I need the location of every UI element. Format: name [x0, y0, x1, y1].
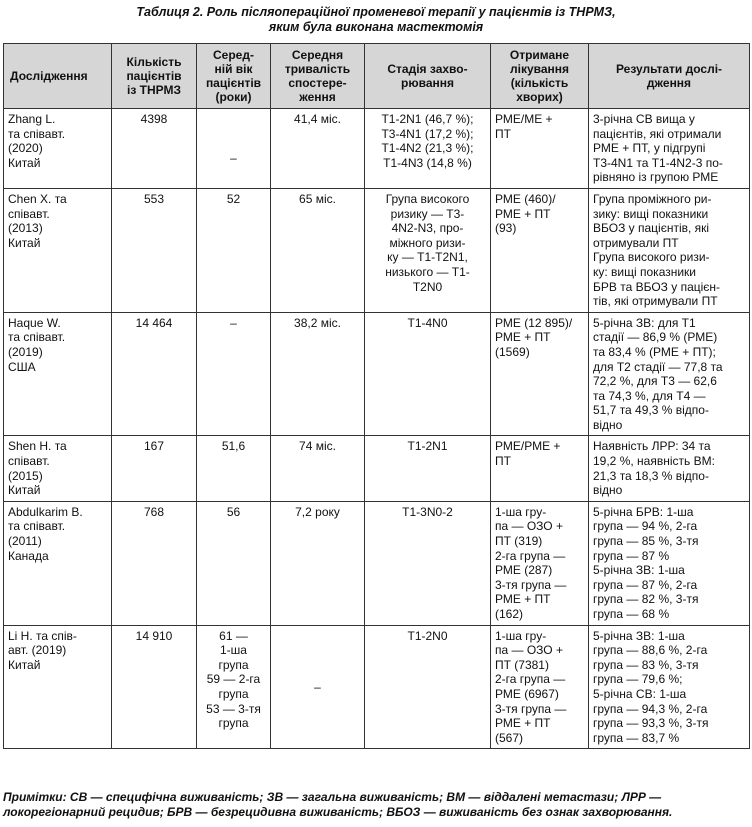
- cell-line: БРВ та ВБОЗ у пацієн-: [593, 279, 721, 294]
- cell-line: 5-річна ЗВ: 1-ша: [593, 628, 685, 643]
- results-cell: [589, 312, 750, 436]
- header-line: ження: [299, 90, 336, 104]
- cell-line: 7,2 року: [295, 504, 340, 519]
- cell-line: стадії — 86,9 % (РМЕ): [593, 330, 718, 345]
- cell-line: 74 міс.: [299, 439, 336, 454]
- cell-line: 56: [226, 504, 241, 519]
- caption-line: яким була виконана мастектомія: [268, 20, 484, 34]
- followup-cell: [271, 625, 365, 749]
- cell-line: Китай: [8, 235, 41, 250]
- cell-line: співавт.: [8, 454, 50, 469]
- results-cell: [589, 188, 750, 312]
- cell-line: група — 82 %, 3-тя: [593, 592, 699, 607]
- header-line: дження: [646, 76, 692, 90]
- cell-line: 61 —: [219, 628, 248, 643]
- header-line: Серед-: [213, 48, 254, 62]
- cell-line: T1-4N2 (21,3 %);: [381, 141, 474, 156]
- cell-line: Chen X. та: [8, 191, 67, 206]
- treatment-cell: [491, 436, 589, 501]
- cell-line: 3-річна СВ вища у: [593, 112, 695, 126]
- cell-line: –: [314, 679, 321, 694]
- header-line: пацієнтів: [205, 76, 262, 90]
- cell-line: 19,2 %, наявність ВМ:: [593, 454, 715, 469]
- cell-line: (162): [495, 607, 524, 621]
- cell-line: ВБОЗ у пацієнтів, які: [593, 221, 710, 236]
- stage-cell: [365, 436, 491, 501]
- table-body: [4, 109, 750, 749]
- cell-line: 3-тя група —: [495, 701, 567, 716]
- cell-line: 2-га група —: [495, 672, 566, 687]
- cell-line: отримували ПТ: [593, 235, 679, 250]
- header-line: Дослідження: [10, 69, 88, 83]
- header-line: Кількість: [126, 55, 182, 69]
- treatment-cell: [491, 501, 589, 625]
- header-line: (роки): [215, 90, 252, 104]
- notes-line: локорегіонарний рецидив; БРВ — безрецидивна виживаність; ВБОЗ — виживаність без ознак захворювання.: [3, 804, 673, 819]
- study-cell: [4, 436, 112, 501]
- cell-line: РМЕ (460)/: [495, 191, 556, 206]
- cell-line: 51,6: [221, 439, 246, 454]
- results-cell: [589, 501, 750, 625]
- cell-line: 553: [143, 191, 165, 206]
- stage-cell: [365, 501, 491, 625]
- mean-age-cell: [197, 188, 271, 312]
- cell-line: T3-4N1 та T1-4N2-3 по-: [593, 155, 723, 170]
- cell-line: ку — T1-T2N1,: [387, 250, 468, 265]
- patient-count-cell: [112, 501, 197, 625]
- study-cell: [4, 501, 112, 625]
- header-mean-age: [197, 44, 271, 109]
- followup-cell: [271, 501, 365, 625]
- table-row: [4, 625, 750, 749]
- mean-age-cell: [197, 109, 271, 189]
- study-cell: [4, 312, 112, 436]
- study-cell: [4, 109, 112, 189]
- cell-line: для Т2 стадії — 77,8 та: [593, 359, 723, 374]
- cell-line: 4N2-N3, про-: [391, 221, 464, 236]
- cell-line: 2-га група —: [495, 548, 566, 563]
- cell-line: група — 93,3 %, 3-тя: [593, 716, 709, 731]
- stage-cell: [365, 109, 491, 189]
- cell-line: авт. (2019): [8, 643, 67, 658]
- cell-line: 1-ша гру-: [495, 504, 547, 519]
- header-followup: [271, 44, 365, 109]
- cell-line: T1-2N1 (46,7 %);: [381, 112, 474, 126]
- stage-cell: [365, 188, 491, 312]
- cell-line: Група високого: [385, 191, 470, 206]
- cell-line: відно: [593, 417, 623, 432]
- cell-line: група — 94,3 %, 2-га: [593, 701, 708, 716]
- study-cell: [4, 625, 112, 749]
- table-row: [4, 312, 750, 436]
- mean-age-cell: [197, 501, 271, 625]
- cell-line: 41,4 міс.: [294, 112, 341, 126]
- cell-line: та 83,4 % (РМЕ + ПТ);: [593, 344, 716, 359]
- cell-line: T1-2N1: [407, 439, 448, 454]
- cell-line: (2011): [8, 534, 42, 549]
- cell-line: Китай: [8, 155, 41, 170]
- followup-cell: [271, 109, 365, 189]
- stage-cell: [365, 312, 491, 436]
- patient-count-cell: [112, 436, 197, 501]
- cell-line: 1-ша гру-: [495, 628, 547, 643]
- cell-line: (567): [495, 730, 524, 745]
- cell-line: РМЕ + ПТ: [495, 206, 551, 221]
- cell-line: Li H. та спів-: [8, 628, 77, 643]
- patient-count-cell: [112, 109, 197, 189]
- cell-line: та співавт.: [8, 330, 66, 345]
- cell-line: –: [230, 315, 237, 330]
- results-table: [3, 43, 750, 749]
- cell-line: 59 — 2-га: [206, 672, 261, 687]
- header-line: хворих): [516, 90, 563, 104]
- cell-line: Haque W.: [8, 315, 61, 330]
- cell-line: ПТ: [495, 454, 511, 469]
- cell-line: 5-річна ЗВ: для Т1: [593, 315, 696, 330]
- cell-line: Zhang L.: [8, 112, 56, 126]
- cell-line: T1-4N0: [407, 315, 448, 330]
- cell-line: 21,3 та 18,3 % відпо-: [593, 468, 709, 483]
- cell-line: співавт.: [8, 206, 50, 221]
- header-stage: [365, 44, 491, 109]
- cell-line: рівняно із групою РМЕ: [593, 170, 719, 185]
- cell-line: відно: [593, 483, 623, 498]
- header-line: (кількість: [510, 76, 569, 90]
- cell-line: РМЕ + ПТ, у підгрупі: [593, 141, 706, 156]
- cell-line: T1-2N0: [407, 628, 448, 643]
- cell-line: тів, які отримували ПТ: [593, 294, 718, 309]
- cell-line: 5-річна БРВ: 1-ша: [593, 504, 694, 519]
- cell-line: група — 68 %: [593, 607, 670, 621]
- cell-line: T1-3N0-2: [402, 504, 453, 519]
- cell-line: РМЕ + ПТ: [495, 592, 551, 607]
- cell-line: РМЕ/МЕ +: [495, 112, 553, 126]
- cell-line: група — 94 %, 2-га: [593, 519, 698, 534]
- header-study: [4, 44, 112, 109]
- cell-line: Китай: [8, 483, 41, 498]
- cell-line: група: [218, 686, 249, 701]
- cell-line: РМЕ + ПТ: [495, 716, 551, 731]
- cell-line: (2019): [8, 344, 43, 359]
- cell-line: 4398: [140, 112, 168, 126]
- cell-line: Shen H. та: [8, 439, 67, 454]
- cell-line: 167: [143, 439, 165, 454]
- treatment-cell: [491, 188, 589, 312]
- cell-line: 768: [143, 504, 165, 519]
- cell-line: ПТ: [495, 126, 511, 141]
- cell-line: РМЕ (12 895)/: [495, 315, 573, 330]
- cell-line: (2020): [8, 141, 43, 156]
- cell-line: зику: вищі показники: [593, 206, 709, 221]
- cell-line: 5-річна СВ: 1-ша: [593, 686, 687, 701]
- cell-line: ПТ (319): [495, 534, 543, 549]
- header-line: Стадія захво-: [387, 62, 468, 76]
- cell-line: 1-ша: [220, 643, 247, 658]
- results-cell: [589, 625, 750, 749]
- cell-line: РМЕ + ПТ: [495, 330, 551, 345]
- cell-line: Канада: [8, 548, 49, 563]
- cell-line: Наявність ЛРР: 34 та: [593, 439, 711, 454]
- table-row: [4, 436, 750, 501]
- cell-line: –: [230, 150, 237, 165]
- header-line: рювання: [401, 76, 454, 90]
- cell-line: та співавт.: [8, 126, 66, 141]
- cell-line: 51,7 та 49,3 % відпо-: [593, 403, 709, 418]
- cell-line: (93): [495, 221, 517, 236]
- table-row: [4, 188, 750, 312]
- cell-line: 3-тя група —: [495, 577, 567, 592]
- cell-line: 14 910: [135, 628, 173, 643]
- cell-line: T1-4N3 (14,8 %): [383, 155, 472, 170]
- cell-line: та 74,3 %, для Т4 —: [593, 388, 706, 403]
- cell-line: США: [8, 359, 36, 374]
- cell-line: група — 83 %, 3-тя: [593, 657, 699, 672]
- notes-line: Примітки: СВ — специфічна виживаність; ЗВ — загальна виживаність; ВМ — віддалені метастази; ЛРР —: [3, 790, 662, 804]
- followup-cell: [271, 312, 365, 436]
- cell-line: група — 79,6 %;: [593, 672, 683, 687]
- cell-line: па — ОЗО +: [495, 643, 563, 658]
- followup-cell: [271, 436, 365, 501]
- patient-count-cell: [112, 188, 197, 312]
- table-caption: [0, 5, 752, 35]
- mean-age-cell: [197, 436, 271, 501]
- followup-cell: [271, 188, 365, 312]
- treatment-cell: [491, 312, 589, 436]
- patient-count-cell: [112, 312, 197, 436]
- header-line: спостере-: [288, 76, 347, 90]
- table-row: [4, 109, 750, 189]
- caption-line: Таблиця 2. Роль післяопераційної променевої терапії у пацієнтів із ТНРМЗ,: [136, 5, 616, 19]
- cell-line: низького — T1-: [385, 264, 470, 279]
- cell-line: T3-4N1 (17,2 %);: [381, 126, 474, 141]
- header-line: Отримане: [509, 48, 570, 62]
- cell-line: РМЕ (287): [495, 563, 553, 578]
- cell-line: ризику — T3-: [390, 206, 465, 221]
- header-patient-count: [112, 44, 197, 109]
- cell-line: 14 464: [135, 315, 173, 330]
- cell-line: група — 88,6 %, 2-га: [593, 643, 708, 658]
- header-line: тривалість: [284, 62, 351, 76]
- treatment-cell: [491, 625, 589, 749]
- header-results: [589, 44, 750, 109]
- cell-line: група — 87 %, 2-га: [593, 577, 698, 592]
- cell-line: па — ОЗО +: [495, 519, 563, 534]
- cell-line: 53 — 3-тя: [206, 701, 261, 716]
- cell-line: РМЕ (6967): [495, 686, 559, 701]
- mean-age-cell: [197, 312, 271, 436]
- cell-line: 65 міс.: [299, 191, 336, 206]
- treatment-cell: [491, 109, 589, 189]
- cell-line: ПТ (7381): [495, 657, 549, 672]
- cell-line: група — 85 %, 3-тя: [593, 534, 699, 549]
- cell-line: група: [218, 657, 249, 672]
- cell-line: 38,2 міс.: [294, 315, 341, 330]
- header-line: Результати дослі-: [615, 62, 723, 76]
- cell-line: ку: вищі показники: [593, 264, 697, 279]
- header-row: [4, 44, 750, 109]
- cell-line: Китай: [8, 657, 41, 672]
- cell-line: Abdulkarim B.: [8, 504, 83, 519]
- header-treatment: [491, 44, 589, 109]
- cell-line: Група проміжного ри-: [593, 191, 712, 206]
- header-line: із ТНРМЗ: [127, 83, 181, 97]
- cell-line: 5-річна ЗВ: 1-ша: [593, 563, 685, 578]
- cell-line: (2013): [8, 221, 43, 236]
- cell-line: 52: [226, 191, 241, 206]
- table-row: [4, 501, 750, 625]
- cell-line: група — 87 %: [593, 548, 670, 563]
- header-line: Середня: [291, 48, 344, 62]
- table-notes: [3, 790, 749, 819]
- header-line: пацієнтів: [126, 69, 182, 83]
- cell-line: пацієнтів, які отримали: [593, 126, 722, 141]
- results-cell: [589, 436, 750, 501]
- mean-age-cell: [197, 625, 271, 749]
- cell-line: та співавт.: [8, 519, 66, 534]
- stage-cell: [365, 625, 491, 749]
- cell-line: РМЕ/РМЕ +: [495, 439, 561, 454]
- cell-line: (1569): [495, 344, 530, 359]
- cell-line: T2N0: [412, 279, 443, 294]
- cell-line: група — 83,7 %: [593, 730, 680, 745]
- results-cell: [589, 109, 750, 189]
- cell-line: група: [218, 716, 249, 731]
- patient-count-cell: [112, 625, 197, 749]
- cell-line: (2015): [8, 468, 43, 483]
- header-line: ній вік: [214, 62, 253, 76]
- study-cell: [4, 188, 112, 312]
- cell-line: Група високого ризи-: [593, 250, 710, 265]
- cell-line: 72,2 %, для Т3 — 62,6: [593, 374, 717, 389]
- header-line: лікування: [509, 62, 570, 76]
- cell-line: міжного ризи-: [389, 235, 466, 250]
